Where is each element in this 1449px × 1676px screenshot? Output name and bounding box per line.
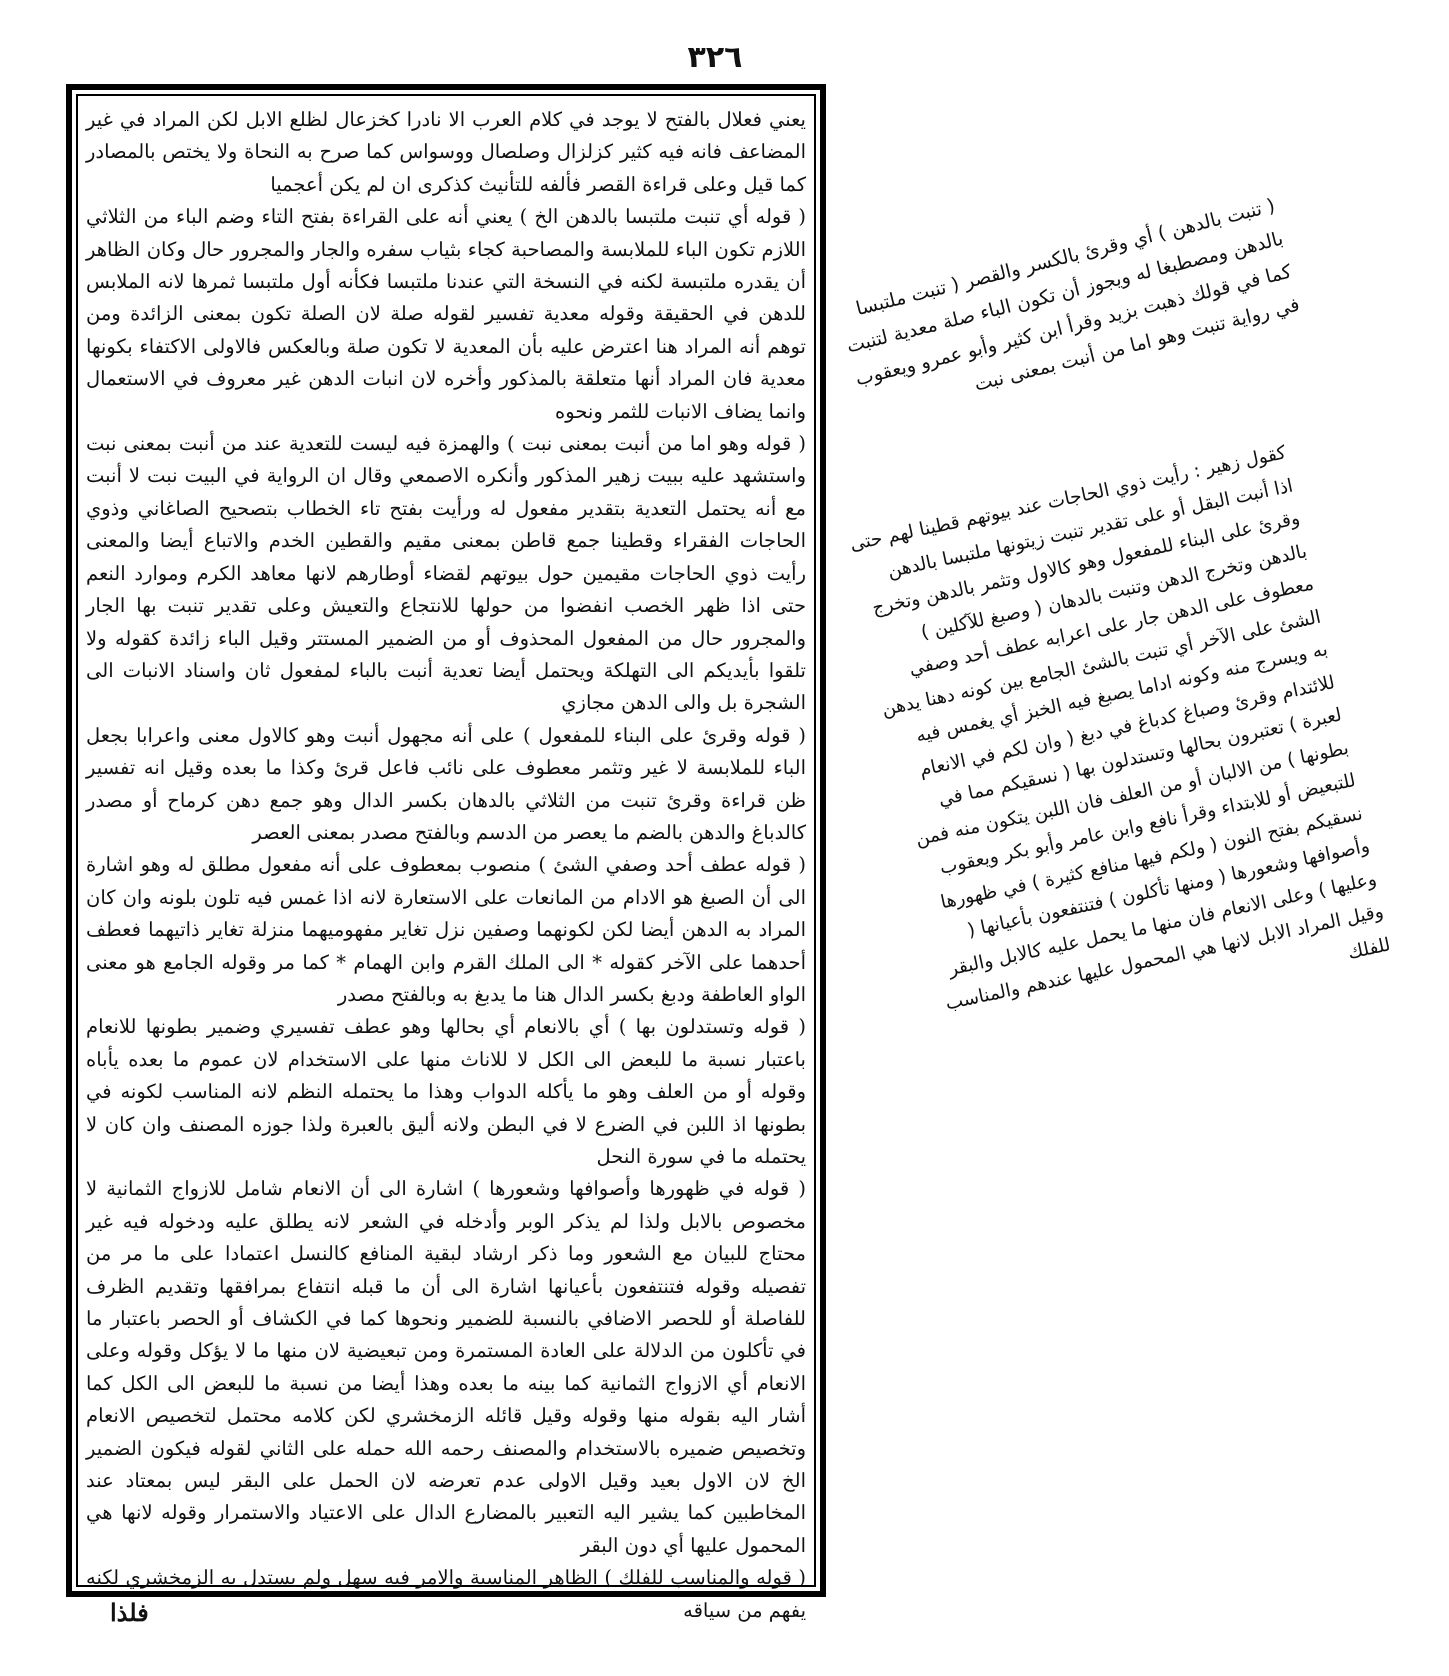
commentary-paragraph: ( قوله والمناسب للفلك ) الظاهر المناسبة والامر فيه سهل ولم يستدل به الزمخشري لكنه يفهم من سياقه (86, 1566, 806, 1622)
commentary-paragraph: يعني فعلال بالفتح لا يوجد في كلام العرب الا نادرا كخزعال لظلع الابل لكن المراد في غير المضاعف فانه فيه كثير كزلزال وصلصال ووسواس كما صرح به النحاة ولا يختص بالمصادر كما قيل وعلى قراءة القصر فألفه للتأنيث كذكرى ان لم يكن أعجميا (86, 108, 806, 196)
margin-note-lower: كقول زهير : رأيت ذوي الحاجات عند بيوتهم قطينا لهم حتى اذا أنبت البقل أو على تقدير تنبت زيتونها ملتبسا بالدهن وقرئ على البناء للمفعول وهو كالاول وتثمر بالدهن وتخرج بالدهن وتخرج الدهن وتنبت بالدهان ( وصبغ للآكلين ) معطوف على الدهن جار على اعرابه عطف أحد وصفي الشئ على الآخر أي تنبت بالشئ الجامع بين كونه دهنا يدهن به ويسرج منه وكونه اداما يصبغ فيه الخبز أي يغمس فيه للائتدام وقرئ وصباغ كدباغ في دبغ ( وان لكم في الانعام لعبرة ) تعتبرون بحالها وتستدلون بها ( نسقيكم مما في بطونها ) من الالبان أو من العلف فان اللبن يتكون منه فمن للتبعيض أو للابتداء وقرأ نافع وابن عامر وأبو بكر ويعقوب نسقيكم بفتح النون ( ولكم فيها منافع كثيرة ) في ظهورها وأصوافها وشعورها ( ومنها تأكلون ) فتنتفعون بأعيانها ( وعليها ) وعلى الانعام فان منها ما يحمل عليه كالابل والبقر وقيل المراد الابل لانها هي المحمول عليها عندهم والمناسب للفلك (848, 442, 1393, 1015)
commentary-paragraph: ( قوله عطف أحد وصفي الشئ ) منصوب بمعطوف على أنه مفعول مطلق له وهو اشارة الى أن الصبغ هو الادام من المانعات على الاستعارة لانه اذا غمس فيه تلون بلونه وان كان المراد به الدهن أيضا لكن لكونهما وصفين نزل تغاير مفهوميهما منزلة تغاير ذاتيهما فعطف أحدهما على الآخر كقوله * الى الملك القرم وابن الهمام * كما مر وقوله الجامع هو معنى الواو العاطفة ودبغ بكسر الدال هنا ما يدبغ به وبالفتح مصدر (86, 853, 806, 1006)
commentary-paragraph: ( قوله وهو اما من أنبت بمعنى نبت ) والهمزة فيه ليست للتعدية عند من أنبت بمعنى نبت واستشهد عليه ببيت زهير المذكور وأنكره الاصمعي وقال ان الرواية في البيت نبت لا أنبت مع أنه يحتمل التعدية بتقدير مفعول له ورأيت بفتح تاء الخطاب بتصحيح الصاغاني وذوي الحاجات الفقراء وقطينا جمع قاطن بمعنى مقيم والقطين الخدم والاتباع أيضا والمعنى رأيت ذوي الحاجات مقيمين حول بيوتهم لقضاء أوطارهم لانها معاهد الكرم وموارد النعم حتى اذا ظهر الخصب انفضوا من حولها للانتجاع والتعيش وعلى تقدير تنبت بها الجار والمجرور حال من المفعول المحذوف أو من الضمير المستتر وقيل الباء زائدة كقوله ولا تلقوا بأيديكم الى التهلكة ويحتمل أيضا تعدية أنبت بالباء لمفعول ثان واسناد الانبات الى الشجرة بل والى الدهن مجازي (86, 432, 806, 715)
commentary-paragraph: ( قوله وقرئ على البناء للمفعول ) على أنه مجهول أنبت وهو كالاول معنى واعرابا بجعل الباء للملابسة لا غير وتثمر معطوف على نائب فاعل قرئ وكذا ما بعده وقيل انه تفسير ظن قراءة وقرئ تنبت من الثلاثي بالدهان بكسر الدال وهو جمع دهن كرماح أو مصدر كالدباغ والدهن بالضم ما يعصر من الدسم وبالفتح مصدر بمعنى العصر (86, 723, 806, 844)
catchword: فلذا (110, 1598, 149, 1627)
commentary-paragraph: ( قوله أي تنبت ملتبسا بالدهن الخ ) يعني أنه على القراءة بفتح التاء وضم الباء من الثلاثي اللازم تكون الباء للملابسة والمصاحبة كجاء بثياب سفره والجار والمجرور حال وكان الظاهر أن يقدره ملتبسة لكنه في النسخة التي عندنا ملتبسا فكأنه أول ملتبسا ثمرها لانه الملابس للدهن في الحقيقة وقوله معدية تفسير لقوله صلة لان الصلة تكون بمعنى الزائدة ومن توهم أنه المراد هنا اعترض عليه بأن المعدية لا تكون صلة وبالعكس فالاولى الاكتفاء بكونها معدية فان المراد أنها متعلقة بالمذكور وأخره لان انبات الدهن غير معروف في الاستعمال وانما يضاف الانبات للثمر ونحوه (86, 205, 806, 423)
commentary-paragraph: ( قوله وتستدلون بها ) أي بالانعام أي بحالها وهو عطف تفسيري وضمير بطونها للانعام باعتبار نسبة ما للبعض الى الكل لا للاناث منها على الاستخدام لان عموم ما بعده يأباه وقوله أو من العلف وهو ما يأكله الدواب وهذا ما يحتمله النظم لانه المناسب لكونه في بطونها اذ اللبن في الضرع لا في البطن ولانه أليق بالعبرة ولذا جوزه المصنف وان كان لا يحتمله ما في سورة النحل (86, 1015, 806, 1168)
page-number: ٣٢٦ (687, 40, 743, 75)
commentary-paragraph: ( قوله في ظهورها وأصوافها وشعورها ) اشارة الى أن الانعام شامل للازواج الثمانية لا مخصوص بالابل ولذا لم يذكر الوبر وأدخله في الشعر لانه يطلق عليه ودخوله فيه غير محتاج للبيان مع الشعور وما ذكر ارشاد لبقية المنافع كالنسل اعتمادا على ما مر من تفصيله وقوله فتنتفعون بأعيانها اشارة الى أن ما قبله انتفاع بمرافقها وتقديم الظرف للفاصلة أو للحصر الاضافي بالنسبة للضمير ونحوها كما في الكشاف أو الحصر باعتبار ما في تأكلون من الدلالة على العادة المستمرة ومن تبعيضية لان منها ما لا يؤكل وقوله وعلى الانعام أي الازواج الثمانية كما بينه ما بعده وهذا أيضا من نسبة ما للبعض الى الكل كما أشار اليه بقوله منها وقوله وقيل قائله الزمخشري لكن كلامه محتمل لتخصيص الانعام وتخصيص ضميره بالاستخدام والمصنف رحمه الله حمله على الثاني لقوله فيكون الضمير الخ لان الاول بعيد وقيل الاولى عدم تعرضه لان الحمل على البقر ليس بمعتاد عند المخاطبين كما يشير اليه التعبير بالمضارع الدال على الاعتياد والاستمرار وقوله لانها هي المحمول عليها أي دون البقر (86, 1177, 806, 1557)
margin-note-upper: ( تنبت بالدهن ) أي وقرئ بالكسر والقصر ( تنبت ملتبسا بالدهن ومصطبغا له ويجوز أن تكون الباء صلة معدية لتنبت كما في قولك ذهبت بزيد وقرأ ابن كثير وأبو عمرو ويعقوب في رواية تنبت وهو اما من أنبت بمعنى نبت (844, 194, 1302, 396)
